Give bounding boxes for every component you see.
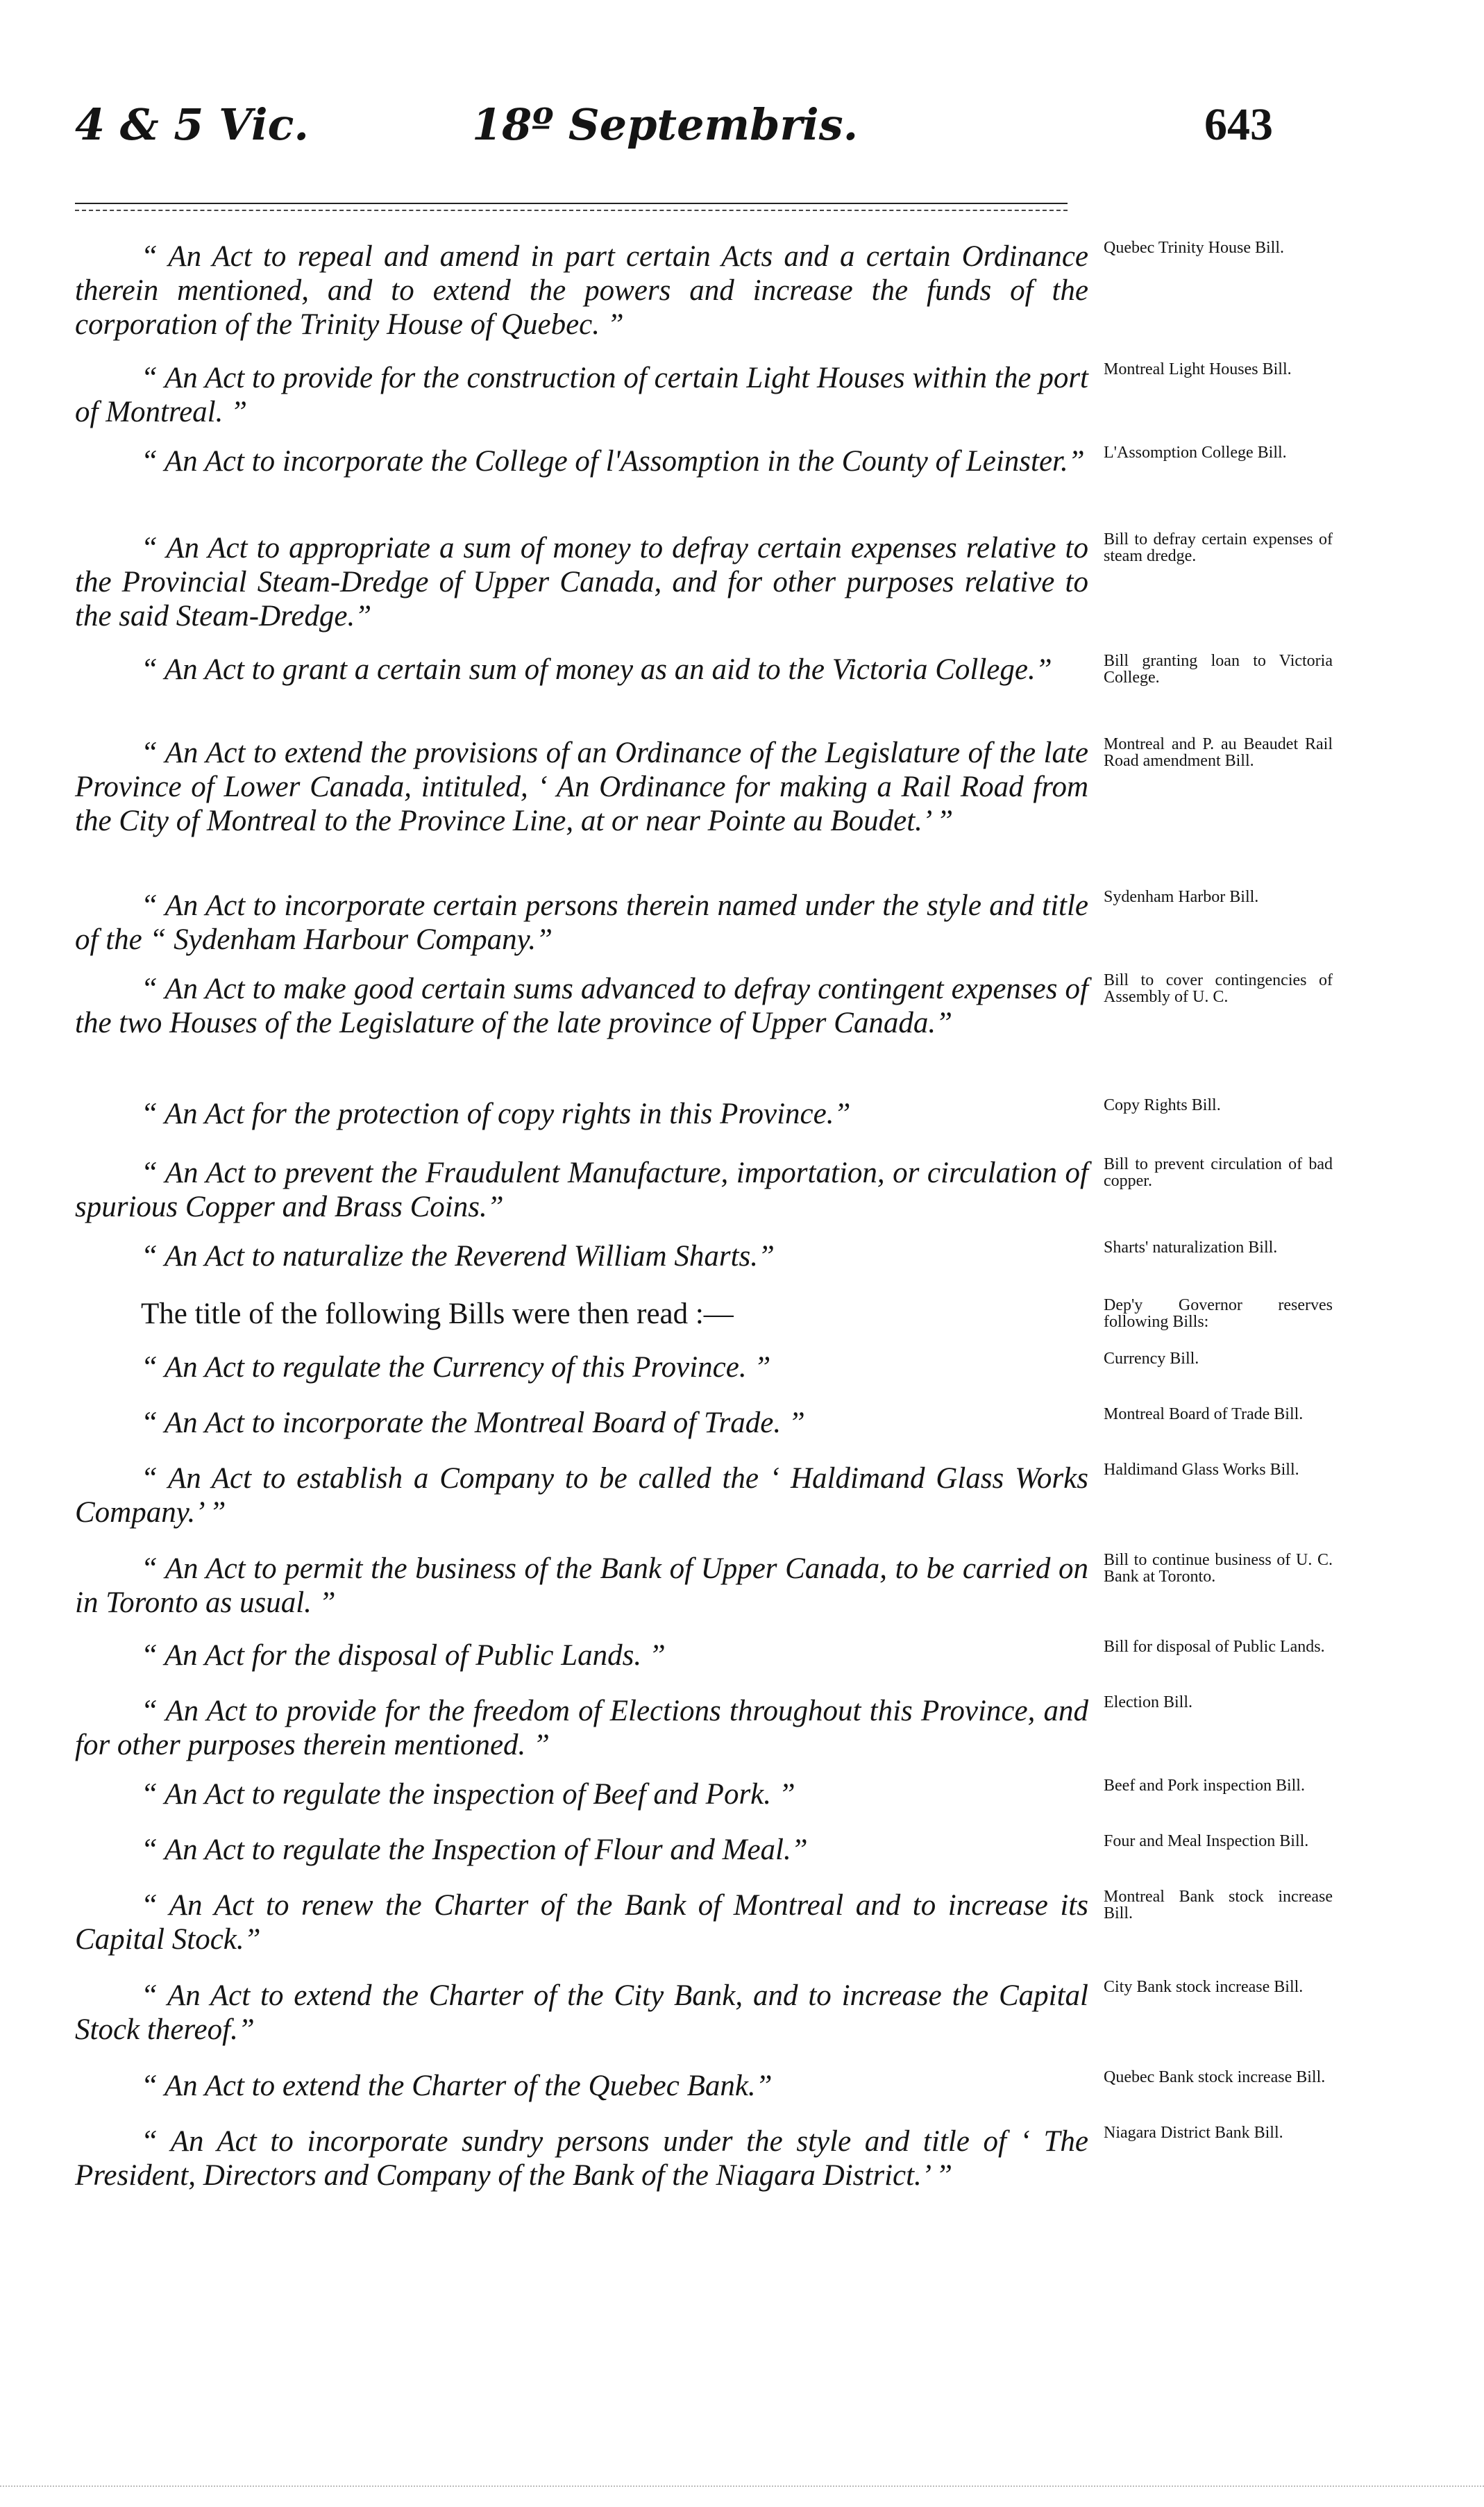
entry-text: “ An Act to extend the Charter of the City Bank, and to increase the Capital Stock thereof.” — [75, 1979, 1088, 2046]
header-rule — [75, 203, 1068, 211]
entry-text: “ An Act to incorporate certain persons therein named under the style and title of the “ Sydenham Harbour Company.” — [75, 889, 1088, 956]
margin-note: Dep'y Governor reserves following Bills: — [1104, 1296, 1333, 1331]
entry-text: “ An Act to provide for the construction of certain Light Houses within the port of Montreal. ” — [75, 362, 1088, 428]
header-date: 18º Septembris. — [472, 99, 859, 150]
margin-note: Beef and Pork inspection Bill. — [1104, 1777, 1305, 1795]
entry-text: “ An Act to renew the Charter of the Bank of Montreal and to increase its Capital Stock.” — [75, 1889, 1088, 1956]
entry-text: “ An Act to grant a certain sum of money as an aid to the Victoria College.” — [141, 653, 1052, 686]
margin-note: Bill to cover contingencies of Assembly of U. C. — [1104, 971, 1333, 1006]
margin-note: Currency Bill. — [1104, 1350, 1199, 1368]
margin-note: Bill granting loan to Victoria College. — [1104, 652, 1333, 687]
entry-text: “ An Act to provide for the freedom of Elections throughout this Province, and for other purposes therein mentioned. ” — [75, 1695, 1088, 1761]
entry-text: “ An Act to incorporate sundry persons under the style and title of ‘ The President, Directors and Company of the Bank of the Niagara District.’ ” — [75, 2125, 1088, 2192]
margin-note: Quebec Bank stock increase Bill. — [1104, 2068, 1326, 2086]
entry-text: The title of the following Bills were then read :— — [141, 1298, 734, 1330]
margin-note: Niagara District Bank Bill. — [1104, 2124, 1283, 2142]
entry-text: “ An Act to regulate the Currency of this Province. ” — [141, 1351, 771, 1384]
margin-note: Montreal Bank stock increase Bill. — [1104, 1888, 1333, 1922]
entry-text: “ An Act to appropriate a sum of money to defray certain expenses relative to the Provincial Steam-Dredge of Upper Canada, and for other purposes relative to the said Steam-Dredge.” — [75, 532, 1088, 632]
entry-text: “ An Act to incorporate the Montreal Board of Trade. ” — [141, 1407, 805, 1439]
margin-note: Sydenham Harbor Bill. — [1104, 888, 1259, 906]
entry-text: “ An Act to extend the provisions of an Ordinance of the Legislature of the late Province of Lower Canada, intituled, ‘ An Ordinance for making a Rail Road from the City of Montreal to the Province Line, at or near Pointe au Boudet.’ ” — [75, 737, 1088, 837]
margin-note: Bill to defray certain expenses of steam dredge. — [1104, 530, 1333, 565]
page-number: 643 — [1204, 99, 1273, 150]
entry-text: “ An Act to establish a Company to be called the ‘ Haldimand Glass Works Company.’ ” — [75, 1462, 1088, 1529]
entry-text: “ An Act to regulate the Inspection of Flour and Meal.” — [141, 1834, 808, 1866]
entry-text: “ An Act to make good certain sums advanced to defray contingent expenses of the two Houses of the Legislature of the late province of Upper Canada.” — [75, 973, 1088, 1039]
margin-note: Quebec Trinity House Bill. — [1104, 239, 1285, 257]
margin-note: L'Assomption College Bill. — [1104, 444, 1287, 462]
entry-text: “ An Act to prevent the Fraudulent Manufacture, importation, or circulation of spurious Copper and Brass Coins.” — [75, 1157, 1088, 1223]
margin-note: City Bank stock increase Bill. — [1104, 1978, 1304, 1996]
margin-note: Bill to prevent circulation of bad copper. — [1104, 1155, 1333, 1190]
entry-text: “ An Act to regulate the inspection of Beef and Pork. ” — [141, 1778, 795, 1811]
entry-text: “ An Act to naturalize the Reverend William Sharts.” — [141, 1240, 775, 1273]
entry-text: “ An Act to permit the business of the Bank of Upper Canada, to be carried on in Toronto as usual. ” — [75, 1552, 1088, 1619]
page-bottom-edge — [0, 2485, 1484, 2488]
entry-text: “ An Act to incorporate the College of l'Assomption in the County of Leinster.” — [141, 445, 1085, 478]
entry-text: “ An Act for the protection of copy rights in this Province.” — [141, 1098, 851, 1130]
margin-note: Sharts' naturalization Bill. — [1104, 1239, 1278, 1257]
margin-note: Copy Rights Bill. — [1104, 1096, 1221, 1114]
margin-note: Bill for disposal of Public Lands. — [1104, 1638, 1325, 1656]
entry-text: “ An Act for the disposal of Public Lands. ” — [141, 1639, 666, 1672]
margin-note: Four and Meal Inspection Bill. — [1104, 1832, 1309, 1850]
margin-note: Montreal Board of Trade Bill. — [1104, 1405, 1304, 1423]
margin-note: Haldimand Glass Works Bill. — [1104, 1461, 1299, 1479]
entry-text: “ An Act to repeal and amend in part certain Acts and a certain Ordinance therein mentioned, and to extend the powers and increase the funds of the corporation of the Trinity House of Quebec. ” — [75, 240, 1088, 341]
margin-note: Election Bill. — [1104, 1693, 1192, 1711]
margin-note: Montreal Light Houses Bill. — [1104, 360, 1292, 378]
header-regnal-year: 4 & 5 Vic. — [75, 99, 309, 150]
margin-note: Montreal and P. au Beaudet Rail Road amendment Bill. — [1104, 735, 1333, 770]
entry-text: “ An Act to extend the Charter of the Quebec Bank.” — [141, 2070, 773, 2102]
page-header — [0, 94, 1484, 156]
margin-note: Bill to continue business of U. C. Bank at Toronto. — [1104, 1551, 1333, 1586]
